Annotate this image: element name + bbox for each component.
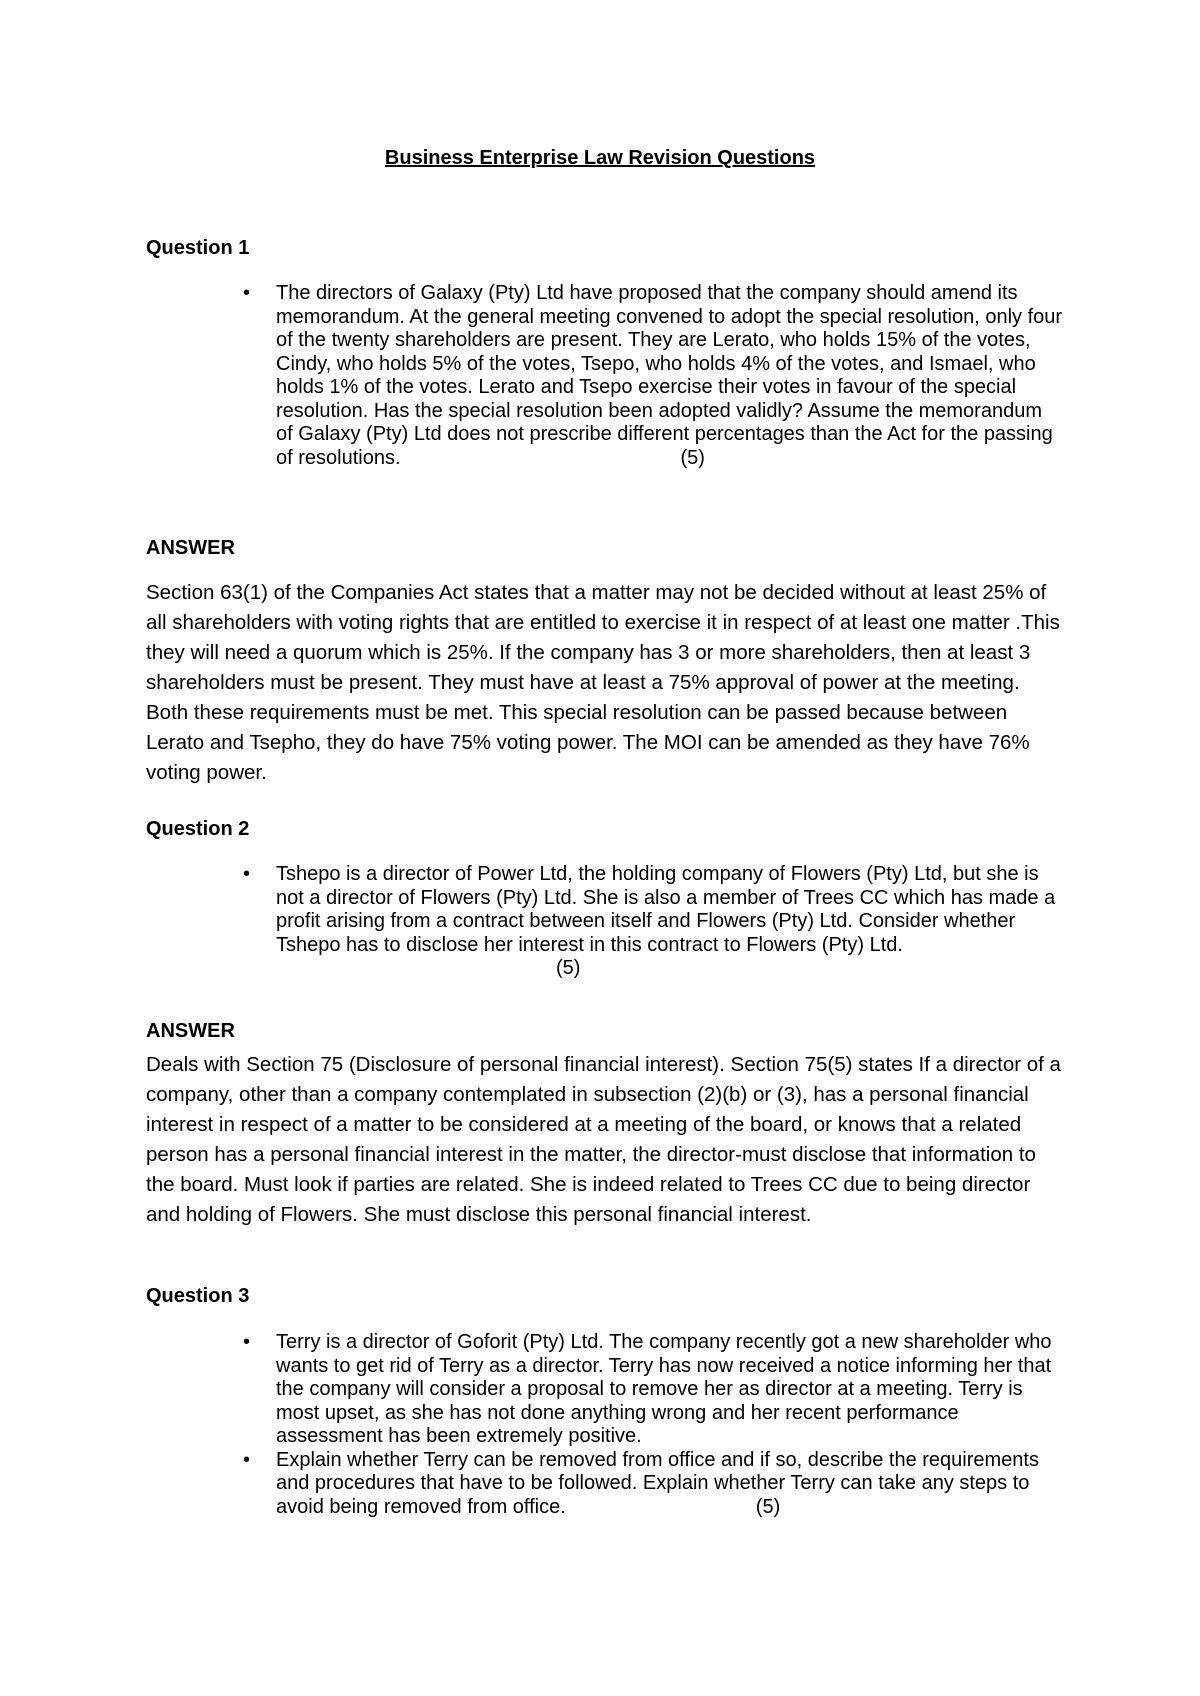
question-3-bullet: [243, 1449, 1063, 1520]
bullet-icon: •: [243, 282, 251, 304]
question-2-bullets: [243, 863, 1063, 981]
question-1-answer-heading: ANSWER: [146, 537, 235, 559]
question-3-marks: (5): [755, 1495, 781, 1518]
question-2-answer-heading: ANSWER: [146, 1020, 235, 1042]
document-title: Business Enterprise Law Revision Questions: [384, 147, 816, 169]
question-3-text-2: Explain whether Terry can be removed from office and if so, describe the requirements and procedures that have to be followed. Explain whether Terry can take any steps to avoid being removed from office.: [276, 1448, 1039, 1518]
bullet-icon: •: [243, 863, 251, 885]
question-1-heading: Question 1: [146, 237, 250, 259]
question-3-text-1: Terry is a director of Goforit (Pty) Ltd. The company recently got a new shareholder who wants to get rid of Terry as a director. Terry has now received a notice informing her that the company will consider a proposal to remove her as director at a meeting. Terry is most upset, as she has not done anything wrong and her recent performance assessment has been extremely positive.: [276, 1331, 1052, 1447]
question-2-answer: Deals with Section 75 (Disclosure of personal financial interest). Section 75(5) states If a director of a company, other than a company contemplated in subsection (2)(b) or (3), has a personal financial interest in respect of a matter to be considered at a meeting of the board, or knows that a related person has a personal financial interest in the matter, the director-must disclose that information to the board. Must look if parties are related. She is indeed related to Trees CC due to being director and holding of Flowers. She must disclose this personal financial interest.: [146, 1053, 1061, 1226]
bullet-icon: •: [243, 1331, 251, 1353]
question-3-bullets: [243, 1331, 1063, 1519]
question-3-heading: Question 3: [146, 1285, 250, 1307]
bullet-icon: •: [243, 1448, 251, 1471]
question-3-bullet: [243, 1331, 1063, 1449]
question-2-marks: (5): [556, 957, 581, 979]
question-1-bullets: [243, 282, 1063, 470]
question-1-answer: Section 63(1) of the Companies Act states that a matter may not be decided without at least 25% of all shareholders with voting rights that are entitled to exercise it in respect of at least one matter .This they will need a quorum which is 25%. If the company has 3 or more shareholders, then at least 3 shareholders must be present. They must have at least a 75% approval of power at the meeting. Both these requirements must be met. This special resolution can be passed because between Lerato and Tsepho, they do have 75% voting power. The MOI can be amended as they have 76% voting power.: [146, 581, 1060, 784]
question-1-text: The directors of Galaxy (Pty) Ltd have proposed that the company should amend its memorandum. At the general meeting convened to adopt the special resolution, only four of the twenty shareholders are present. They are Lerato, who holds 15% of the votes, Cindy, who holds 5% of the votes, Tsepo, who holds 4% of the votes, and Ismael, who holds 1% of the votes. Lerato and Tsepo exercise their votes in favour of the special resolution. Has the special resolution been adopted validly? Assume the memorandum of Galaxy (Pty) Ltd does not prescribe different percentages than the Act for the passing of resolutions.: [276, 282, 1063, 469]
question-1-marks: (5): [680, 446, 705, 469]
question-2-heading: Question 2: [146, 818, 250, 840]
question-1-bullet: [243, 282, 1063, 470]
question-2-bullet: [243, 863, 1063, 981]
question-2-text: Tshepo is a director of Power Ltd, the holding company of Flowers (Pty) Ltd, but she is not a director of Flowers (Pty) Ltd. She is also a member of Trees CC which has made a profit arising from a contract between itself and Flowers (Pty) Ltd. Consider whether Tshepo has to disclose her interest in this contract to Flowers (Pty) Ltd.: [276, 863, 1056, 956]
